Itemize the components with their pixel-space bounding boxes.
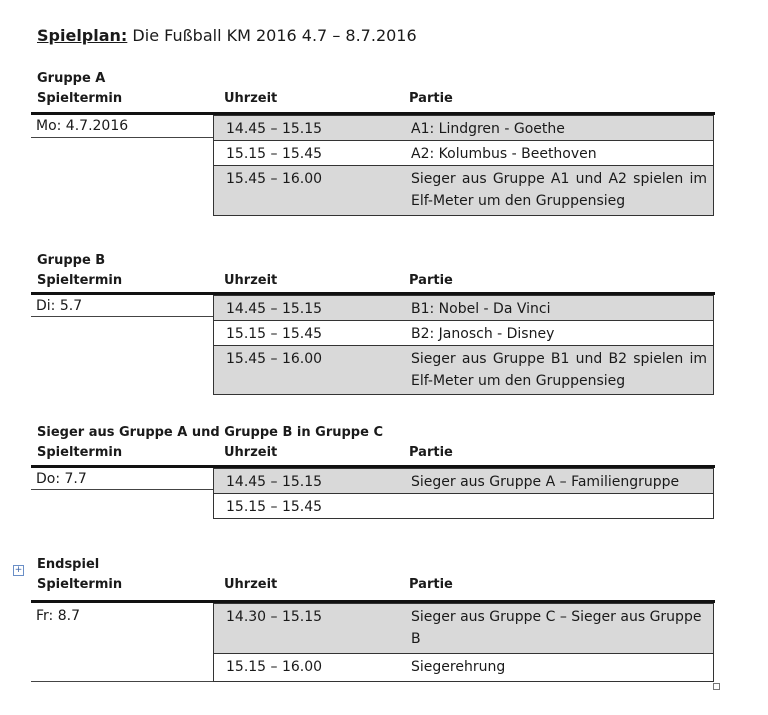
time-cell: 14.45 – 15.15 <box>226 301 323 317</box>
col-header-match: Partie <box>409 445 453 460</box>
table-row <box>214 140 713 165</box>
time-cell: 14.30 – 15.15 <box>226 609 323 625</box>
time-cell: 15.15 – 16.00 <box>226 659 323 675</box>
title-label: Spielplan: <box>37 26 128 45</box>
match-cell: Sieger aus Gruppe A1 und A2 spielen im Elf-Meter um den Gruppensieg <box>411 171 707 209</box>
match-table <box>213 603 714 682</box>
col-header-date: Spieltermin <box>37 91 123 106</box>
table-row <box>214 603 713 653</box>
match-cell: Siegerehrung <box>411 659 506 675</box>
col-header-match: Partie <box>409 273 453 288</box>
time-cell: 15.15 – 15.45 <box>226 499 323 515</box>
match-date: Mo: 4.7.2016 <box>36 118 129 134</box>
match-table <box>213 468 714 519</box>
col-header-date: Spieltermin <box>37 445 123 460</box>
time-cell: 14.45 – 15.15 <box>226 121 323 137</box>
table-row <box>214 320 713 345</box>
table-row <box>214 493 713 518</box>
time-cell: 15.15 – 15.45 <box>226 326 323 342</box>
match-table <box>213 295 714 395</box>
col-header-match: Partie <box>409 91 453 106</box>
match-cell: A1: Lindgren - Goethe <box>411 121 565 137</box>
section-heading: Gruppe A <box>37 71 106 86</box>
table-row <box>214 115 713 140</box>
col-header-date: Spieltermin <box>37 273 123 288</box>
date-cell-border <box>31 489 214 490</box>
section-heading: Sieger aus Gruppe A und Gruppe B in Gruppe C <box>37 425 383 440</box>
col-header-time: Uhrzeit <box>224 577 278 592</box>
match-cell <box>399 494 713 518</box>
col-header-time: Uhrzeit <box>224 445 278 460</box>
match-cell: Sieger aus Gruppe C – Sieger aus Gruppe B <box>411 609 702 647</box>
table-row <box>214 653 713 681</box>
match-date: Do: 7.7 <box>36 471 87 487</box>
plus-square-icon[interactable]: + <box>14 565 23 575</box>
match-cell: Sieger aus Gruppe A – Familiengruppe <box>411 474 680 490</box>
date-cell-border <box>31 316 214 317</box>
match-cell: B1: Nobel - Da Vinci <box>411 301 551 317</box>
match-cell: B2: Janosch - Disney <box>411 326 555 342</box>
match-cell: A2: Kolumbus - Beethoven <box>411 146 597 162</box>
match-date: Di: 5.7 <box>36 298 83 314</box>
page-title <box>37 26 417 45</box>
col-header-time: Uhrzeit <box>224 273 278 288</box>
match-cell: Sieger aus Gruppe B1 und B2 spielen im Elf-Meter um den Gruppensieg <box>411 351 707 389</box>
col-header-match: Partie <box>409 577 453 592</box>
section-heading: Endspiel <box>37 557 100 572</box>
col-header-time: Uhrzeit <box>224 91 278 106</box>
table-row <box>214 295 713 320</box>
table-resize-handle[interactable] <box>713 683 720 690</box>
table-row <box>214 468 713 493</box>
date-cell-border <box>31 681 214 682</box>
time-cell: 15.15 – 15.45 <box>226 146 323 162</box>
time-cell: 14.45 – 15.15 <box>226 474 323 490</box>
time-cell: 15.45 – 16.00 <box>226 171 323 187</box>
time-cell: 15.45 – 16.00 <box>226 351 323 367</box>
title-text: Die Fußball KM 2016 4.7 – 8.7.2016 <box>132 26 417 45</box>
table-row <box>214 165 713 215</box>
section-heading: Gruppe B <box>37 253 106 268</box>
table-row <box>214 345 713 394</box>
match-table <box>213 115 714 216</box>
col-header-date: Spieltermin <box>37 577 123 592</box>
date-cell-border <box>31 137 214 138</box>
match-date: Fr: 8.7 <box>36 608 80 624</box>
